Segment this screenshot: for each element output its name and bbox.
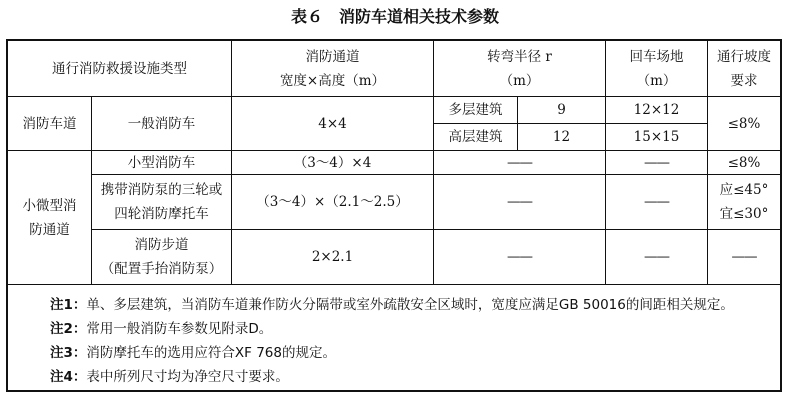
multi-yard-value: 12×12 bbox=[633, 102, 680, 118]
multi-radius-cell bbox=[518, 97, 606, 124]
group-small-line1: 小微型消 bbox=[22, 197, 77, 214]
general-truck-cell bbox=[92, 97, 232, 151]
high-rise-cell bbox=[434, 124, 518, 151]
moto-yard-cell bbox=[606, 175, 708, 230]
general-truck-label: 一般消防车 bbox=[127, 115, 196, 132]
small-radius-value: —— bbox=[507, 154, 532, 171]
note-3 bbox=[50, 341, 336, 361]
multi-radius-value: 9 bbox=[557, 102, 566, 118]
small-slope-cell bbox=[708, 151, 780, 175]
parameter-table bbox=[6, 39, 782, 392]
moto-size-value: （3～4）×（2.1～2.5） bbox=[256, 194, 409, 210]
note-3-label: 注3： bbox=[50, 345, 87, 361]
header-facility-type bbox=[8, 41, 232, 97]
header-size-line1: 消防通道 bbox=[305, 48, 360, 65]
header-radius-line1: 转弯半径 r bbox=[487, 48, 552, 65]
note-2-text: 常用一般消防车参数见附录D。 bbox=[86, 321, 273, 337]
step-size-value: 2×2.1 bbox=[311, 249, 354, 265]
note-4-text: 表中所列尺寸均为净空尺寸要求。 bbox=[86, 369, 289, 385]
small-slope-value: ≤8% bbox=[727, 154, 761, 171]
note-2 bbox=[50, 317, 272, 337]
small-size-cell bbox=[232, 151, 434, 175]
header-slope-line2: 要求 bbox=[730, 72, 758, 89]
high-radius-cell bbox=[518, 124, 606, 151]
high-yard-value: 15×15 bbox=[633, 129, 680, 145]
step-radius-cell bbox=[434, 230, 606, 285]
note-3-text: 消防摩托车的选用应符合XF 768的规定。 bbox=[86, 345, 336, 361]
small-truck-cell bbox=[92, 151, 232, 175]
moto-line2: 四轮消防摩托车 bbox=[114, 206, 209, 222]
header-radius bbox=[434, 41, 606, 97]
general-size-value: 4×4 bbox=[318, 115, 347, 132]
high-radius-value: 12 bbox=[552, 129, 571, 145]
small-yard-value: —— bbox=[644, 154, 669, 171]
step-line2: （配置手抬消防泵） bbox=[100, 261, 223, 277]
header-slope bbox=[708, 41, 780, 97]
step-slope-cell bbox=[708, 230, 780, 285]
multi-yard-cell bbox=[606, 97, 708, 124]
moto-radius-value: —— bbox=[507, 194, 532, 210]
general-size-cell bbox=[232, 97, 434, 151]
step-yard-value: —— bbox=[644, 249, 669, 265]
small-radius-cell bbox=[434, 151, 606, 175]
header-size-line2: 宽度×高度（m） bbox=[279, 72, 386, 89]
moto-size-cell bbox=[232, 175, 434, 230]
header-radius-line2: （m） bbox=[499, 72, 540, 89]
header-facility-type-label: 通行消防救援设施类型 bbox=[52, 60, 187, 77]
group-fire-lane bbox=[8, 97, 92, 151]
note-1 bbox=[50, 293, 734, 313]
step-slope-value: —— bbox=[731, 249, 757, 265]
small-yard-cell bbox=[606, 151, 708, 175]
general-slope-value: ≤8% bbox=[727, 115, 761, 132]
header-size bbox=[232, 41, 434, 97]
moto-yard-value: —— bbox=[644, 194, 669, 210]
step-size-cell bbox=[232, 230, 434, 285]
table-title: 表６ 消防车道相关技术参数 bbox=[290, 7, 499, 26]
group-small-line2: 防通道 bbox=[29, 221, 70, 238]
general-slope-cell bbox=[708, 97, 780, 151]
header-yard-line2: （m） bbox=[636, 72, 677, 89]
moto-slope-cell bbox=[708, 175, 780, 230]
header-yard bbox=[606, 41, 708, 97]
note-1-text: 单、多层建筑，当消防车道兼作防火分隔带或室外疏散安全区域时，宽度应满足GB 50016的间距相关规定。 bbox=[86, 297, 734, 313]
moto-slope-line2: 宜≤30° bbox=[719, 206, 769, 222]
high-rise-label: 高层建筑 bbox=[448, 129, 503, 145]
header-yard-line1: 回车场地 bbox=[629, 48, 684, 65]
step-cell bbox=[92, 230, 232, 285]
moto-cell bbox=[92, 175, 232, 230]
group-fire-lane-label: 消防车道 bbox=[22, 115, 77, 132]
step-radius-value: —— bbox=[507, 249, 532, 265]
moto-slope-line1: 应≤45° bbox=[719, 182, 769, 198]
moto-radius-cell bbox=[434, 175, 606, 230]
multi-storey-label: 多层建筑 bbox=[448, 102, 503, 118]
note-2-label: 注2： bbox=[50, 321, 87, 337]
note-1-label: 注1： bbox=[50, 297, 87, 313]
note-4-label: 注4： bbox=[50, 369, 87, 385]
small-size-value: （3～4）×4 bbox=[293, 154, 372, 171]
step-yard-cell bbox=[606, 230, 708, 285]
note-4 bbox=[50, 365, 289, 385]
multi-storey-cell bbox=[434, 97, 518, 124]
header-slope-line1: 通行坡度 bbox=[717, 48, 771, 65]
small-truck-label: 小型消防车 bbox=[127, 154, 196, 171]
group-small-passage bbox=[8, 151, 92, 285]
high-yard-cell bbox=[606, 124, 708, 151]
step-line1: 消防步道 bbox=[134, 237, 189, 253]
moto-line1: 携带消防泵的三轮或 bbox=[100, 182, 223, 198]
